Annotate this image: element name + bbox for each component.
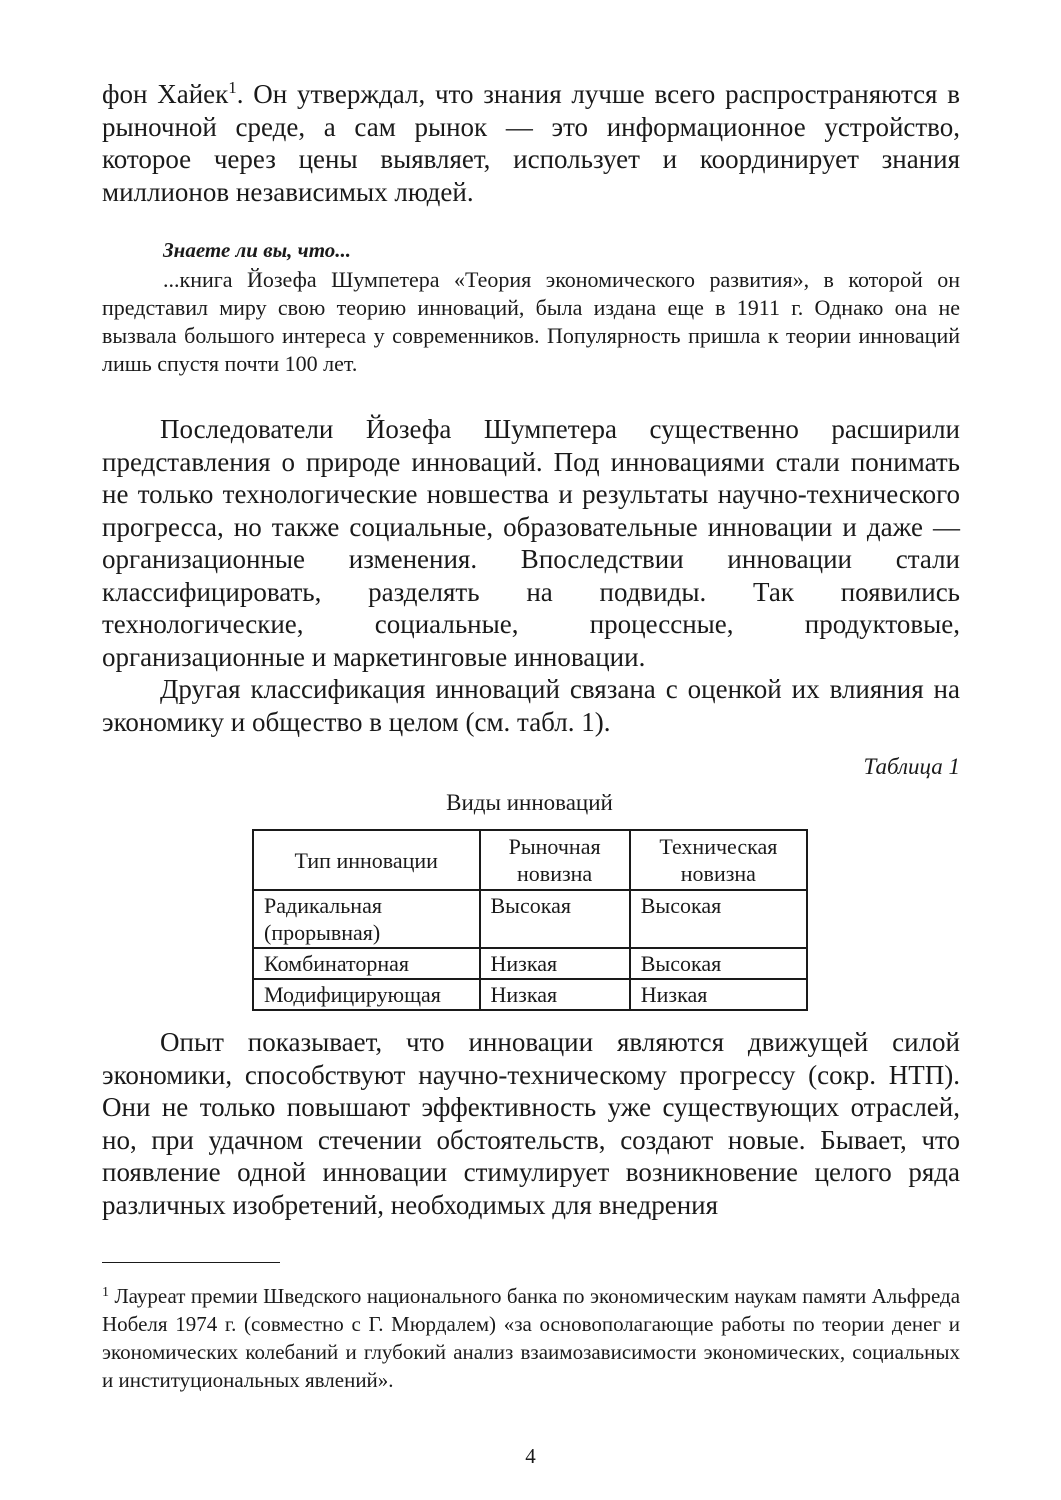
table-row bbox=[253, 890, 807, 948]
table-cell: Высокая bbox=[480, 890, 630, 948]
footnote bbox=[102, 1282, 960, 1394]
table-cell: Низкая bbox=[480, 948, 630, 979]
paragraph-text: фон Хайек bbox=[102, 79, 229, 109]
table-row bbox=[253, 948, 807, 979]
table-cell: Низкая bbox=[480, 979, 630, 1010]
did-you-know-box bbox=[102, 266, 960, 378]
did-you-know-title: Знаете ли вы, что... bbox=[163, 238, 352, 262]
table-label: Таблица 1 bbox=[863, 754, 960, 779]
table-cell: Высокая bbox=[630, 890, 807, 948]
paragraph-text: Другая классификация инноваций связана с оценкой их влияния на экономику и общество в целом (см. табл. 1). bbox=[102, 674, 960, 737]
table-header-row bbox=[253, 830, 807, 890]
footnote-text: Лауреат премии Шведского национального банка по экономическим наукам памяти Альфреда Нобеля 1974 г. (совместно с Г. Мюрдалем) «за основополагающие работы по теории денег и экономических колебаний и глубокий анализ взаимозависимости экономических, социальных и институциональных явлений». bbox=[102, 1284, 961, 1392]
footnote-reference[interactable]: 1 bbox=[228, 78, 237, 97]
table-row bbox=[253, 979, 807, 1010]
innovation-types-table bbox=[252, 829, 808, 1011]
page-number: 4 bbox=[525, 1444, 536, 1468]
table-cell: Комбинаторная bbox=[253, 948, 480, 979]
footnote-mark: 1 bbox=[102, 1285, 109, 1300]
paragraph-text: Последователи Йозефа Шумпетера существенно расширили представления о природе инноваций. Под инновациями стали понимать не только технологические новшества и результаты научно-технического прогресса, но также социальные, образовательные инновации и даже — организационные изменения. Впоследствии инновации стали классифицировать, разделять на подвиды. Так появились технологические, социальные, процессные, продуктовые, организационные и маркетинговые инновации. bbox=[102, 414, 960, 672]
paragraph-text: . Он утверждал, что знания лучше всего распространяются в рыночной среде, а сам рынок — это информационное устройство, которое через цены выявляет, использует и координирует знания миллионов независимых людей. bbox=[102, 79, 960, 207]
did-you-know-text: ...книга Йозефа Шумпетера «Теория экономического развития», в которой он представил миру свою теорию инноваций, была издана еще в 1911 г. Однако она не вызвала большого интереса у современников. Популярность пришла к теории инноваций лишь спустя почти 100 лет. bbox=[102, 267, 960, 376]
table-header-cell: Техническая новизна bbox=[630, 830, 807, 890]
paragraph-experience bbox=[102, 1026, 960, 1221]
table-cell: Высокая bbox=[630, 948, 807, 979]
table-cell: Низкая bbox=[630, 979, 807, 1010]
table-cell: Модифицирующая bbox=[253, 979, 480, 1010]
table-cell: Радикальная (прорывная) bbox=[253, 890, 480, 948]
table-header-cell: Рыночная новизна bbox=[480, 830, 630, 890]
footnote-separator bbox=[102, 1262, 280, 1263]
table-header-cell: Тип инновации bbox=[253, 830, 480, 890]
paragraph-text: Опыт показывает, что инновации являются движущей силой экономики, способствуют научно-техническому прогрессу (сокр. НТП). Они не только повышают эффективность уже существующих отраслей, но, при удачном стечении обстоятельств, создают новые. Бывает, что появление одной инновации стимулирует возникновение целого ряда различных изобретений, необходимых для внедрения bbox=[102, 1027, 960, 1220]
table-title: Виды инноваций bbox=[446, 790, 613, 815]
paragraph-hayek bbox=[102, 78, 960, 208]
paragraph-followers bbox=[102, 413, 960, 738]
